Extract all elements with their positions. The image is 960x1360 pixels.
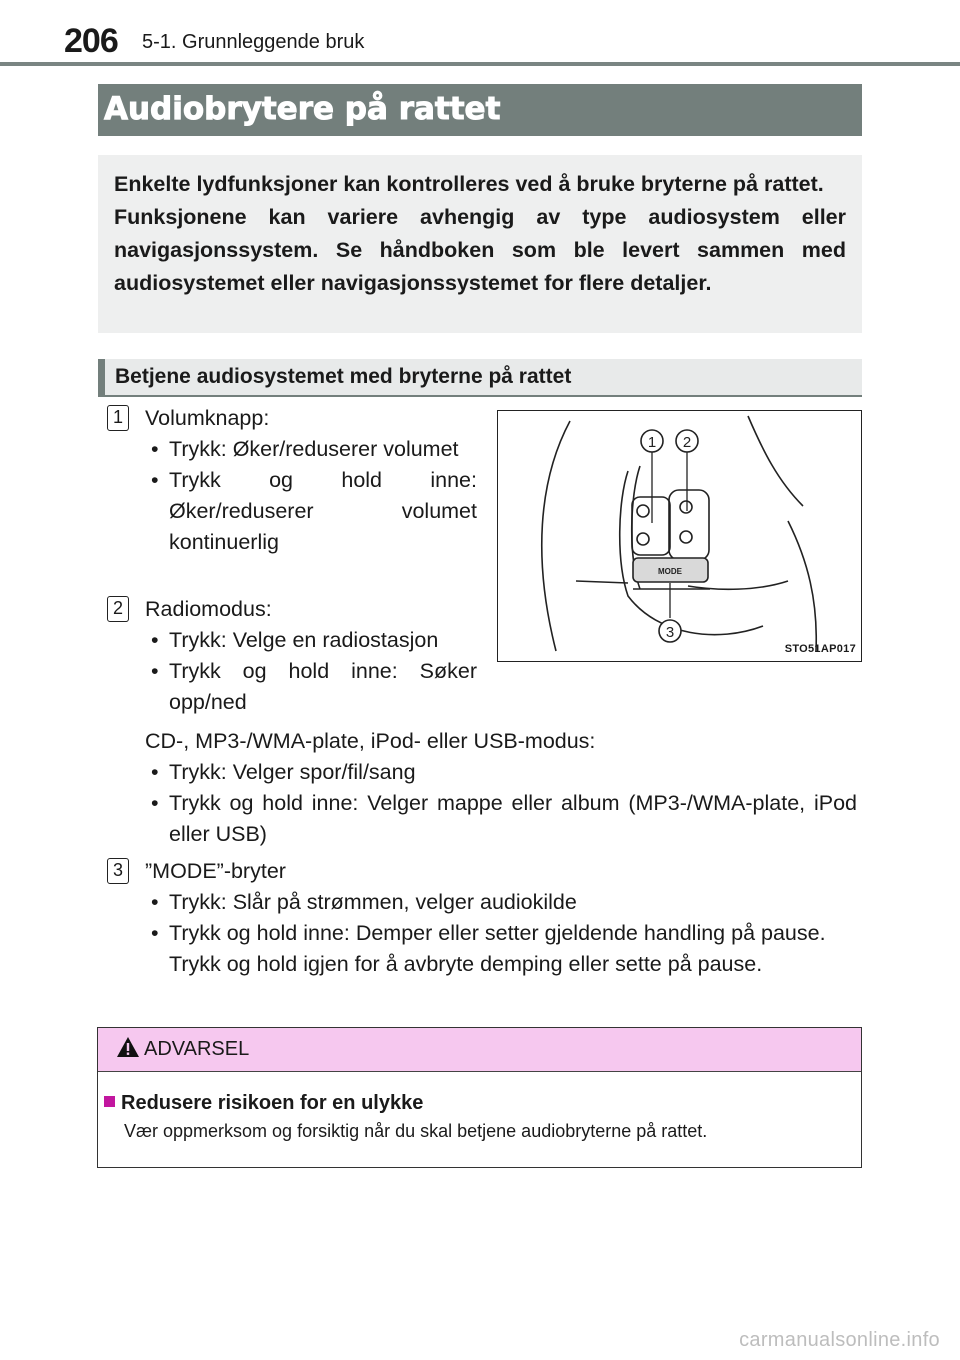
list-item: • Trykk: Slår på strømmen, velger audiokilde [145,887,857,918]
intro-paragraph-1: Enkelte lydfunksjoner kan kontrolleres ved å bruke bryterne på rattet. [114,172,824,196]
item-heading: Radiomodus: [145,597,272,621]
callout-1: 1 [647,434,657,451]
intro-box [98,155,862,333]
warning-header [98,1028,861,1072]
section-title: Audiobrytere på rattet [98,84,862,136]
item-note: Trykk og hold igjen for å avbryte demping eller sette på pause. [169,952,763,976]
item-radio-mode [145,594,477,718]
item-mode-switch [145,856,857,980]
warning-subtitle-text: Redusere risikoen for en ulykke [121,1092,424,1114]
item-volume [145,403,477,558]
callout-3: 3 [665,624,675,641]
list-item: • Trykk og hold inne: Øker/reduserer volumet kontinuerlig [145,465,477,558]
steering-switch-illustration [498,411,860,660]
header-rule [0,62,960,66]
warning-text: Vær oppmerksom og forsiktig når du skal betjene audiobryterne på rattet. [124,1121,708,1141]
list-item: • Trykk og hold inne: Søker opp/ned [145,656,477,718]
mode-button-label: MODE [658,567,682,576]
watermark: carmanualsonline.info [739,1329,940,1351]
warning-title: ADVARSEL [144,1038,250,1060]
item-number-1: 1 [107,405,129,431]
subsection-title: Betjene audiosystemet med bryterne på rattet [98,359,862,397]
warning-box [97,1027,862,1168]
item-heading: Volumknapp: [145,406,270,430]
list-item: • Trykk: Velge en radiostasjon [145,625,477,656]
running-head: 5-1. Grunnleggende bruk [142,31,365,53]
item-number-2: 2 [107,596,129,622]
list-item: • Trykk og hold inne: Velger mappe eller album (MP3-/WMA-plate, iPod eller USB) [145,788,857,850]
list-item: • Trykk: Øker/reduserer volumet [145,434,477,465]
callout-2: 2 [682,434,692,451]
steering-wheel-figure [497,410,862,662]
warning-subtitle [104,1090,861,1116]
warning-triangle-icon [116,1036,140,1058]
list-item: • Trykk: Velger spor/fil/sang [145,757,857,788]
item-number-3: 3 [107,858,129,884]
page-number: 206 [64,22,118,60]
figure-code: STO51AP017 [784,643,856,655]
item-heading: ”MODE”-bryter [145,859,286,883]
intro-paragraph-2: Funksjonene kan variere avhengig av type audiosystem eller navigasjonssystem. Se håndboken som ble levert sammen med audiosystemet eller navigasjonssystemet for flere detaljer. [114,205,846,295]
item-heading: CD-, MP3-/WMA-plate, iPod- eller USB-modus: [145,729,596,753]
list-item: • Trykk og hold inne: Demper eller setter gjeldende handling på pause. [145,918,857,949]
square-bullet-icon [104,1096,115,1107]
item-media-mode [145,726,857,850]
